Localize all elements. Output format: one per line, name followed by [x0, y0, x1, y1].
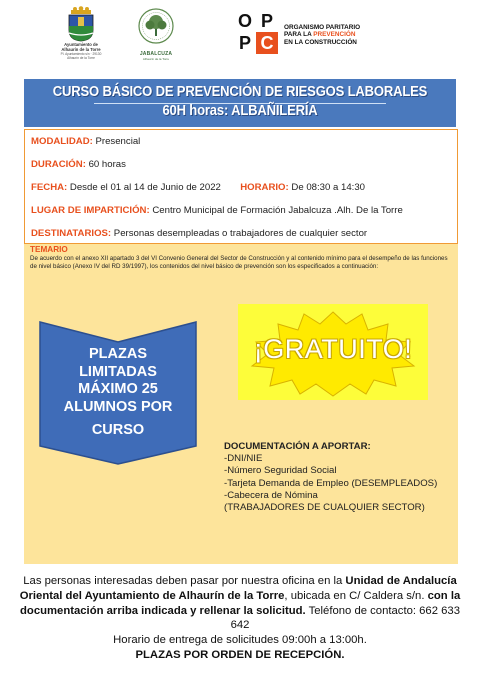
info-modalidad: [31, 136, 451, 159]
ayuntamiento-line1: Ayuntamiento de: [64, 42, 98, 47]
horario-value: De 08:30 a 14:30: [291, 182, 366, 193]
opc-letter-o: O: [237, 11, 252, 31]
destinatarios-label: DESTINATARIOS:: [31, 228, 112, 239]
course-info-box: [24, 129, 458, 244]
plazas-line1: PLAZAS: [89, 346, 147, 362]
course-subtitle: 60H horas: ALBAÑILERÍA: [162, 103, 318, 119]
fecha-label: FECHA:: [31, 182, 68, 193]
opc-line2-a: PARA LA: [284, 31, 314, 39]
footer-horario: Horario de entrega de solicitudes 09:00h a 13:00h.: [113, 634, 367, 647]
jabalcuza-tagline: Alhaurín de la Torre: [142, 57, 170, 61]
coat-of-arms-icon: [66, 6, 96, 42]
footer-p1: Las personas interesadas deben pasar por nuestra oficina en la: [23, 575, 346, 587]
opc-line2: [284, 31, 384, 38]
modalidad-label: MODALIDAD:: [31, 136, 93, 147]
gratuito-text: ¡GRATUITO!: [253, 334, 413, 364]
gratuito-badge: [238, 304, 428, 400]
ayuntamiento-line3: Pl. Ayuntamiento s/n · 29130 Alhaurín de la Torre: [60, 52, 102, 60]
footer-orden: PLAZAS POR ORDEN DE RECEPCIÓN.: [135, 648, 345, 661]
opc-logo: [232, 8, 382, 58]
plazas-line3: MÁXIMO 25: [78, 381, 158, 397]
plazas-line5: CURSO: [91, 422, 145, 438]
plazas-text: [48, 346, 188, 440]
temario-heading: TEMARIO: [30, 245, 68, 254]
course-title: CURSO BÁSICO DE PREVENCIÓN DE RIESGOS LABORALES: [52, 84, 428, 100]
opc-line1: ORGANISMO PARITARIO: [284, 24, 361, 31]
jabalcuza-name: JABALCUZA: [139, 51, 173, 57]
footer-p2-bold: con la documentación arriba indicada y rellenar la solicitud.: [20, 589, 461, 617]
plazas-limitadas-badge: [38, 320, 198, 466]
info-duracion: [31, 159, 451, 182]
footer-p3: Teléfono de contacto: 662 633 642: [230, 604, 460, 632]
title-band: [24, 79, 456, 127]
horario-label: HORARIO:: [240, 182, 289, 193]
opc-letter-p2: P: [238, 33, 251, 53]
info-fecha-horario: [31, 182, 451, 205]
footer-p1-bold: Unidad de Andalucía Oriental del Ayuntamiento de Alhaurín de la Torre: [19, 575, 457, 602]
temario-text: De acuerdo con el anexo XII apartado 3 del VI Convenio General del Sector de Construcción y al contenido mínimo para el desempeño de las funciones de nivel básico (Anexo IV del RD 39/1997), los contenidos del nivel básico de prevención son los especificados a continuación:: [30, 255, 448, 270]
opc-line3: EN LA CONSTRUCCIÓN: [284, 38, 357, 46]
documentacion-block: [224, 441, 464, 514]
tree-icon: [136, 8, 176, 46]
jabalcuza-logo: [134, 8, 178, 62]
duracion-label: DURACIÓN:: [31, 159, 86, 170]
opc-mark: [232, 8, 280, 56]
lugar-label: LUGAR DE IMPARTICIÓN:: [31, 205, 150, 216]
footer-info: [16, 574, 464, 663]
plazas-line2: LIMITADAS: [79, 363, 157, 380]
documentacion-item: -Número Seguridad Social: [224, 465, 337, 477]
modalidad-value: Presencial: [95, 136, 141, 147]
ayuntamiento-line2: Alhaurín de la Torre: [61, 47, 101, 52]
documentacion-heading: DOCUMENTACIÓN A APORTAR:: [224, 441, 371, 452]
opc-line2-b: PREVENCIÓN: [313, 31, 356, 39]
opc-text: [284, 24, 384, 46]
lugar-value: Centro Municipal de Formación Jabalcuza .Alh. De la Torre: [152, 205, 403, 216]
ayuntamiento-logo: [58, 6, 104, 64]
info-lugar: [31, 205, 451, 228]
plazas-line4: ALUMNOS POR: [63, 398, 173, 415]
documentacion-item: -Cabecera de Nómina: [224, 489, 318, 501]
footer-paragraph: [16, 574, 464, 633]
documentacion-item: -Tarjeta Demanda de Empleo (DESEMPLEADOS): [224, 477, 438, 489]
fecha-value: Desde el 01 al 14 de Junio de 2022: [69, 182, 221, 193]
duracion-value: 60 horas: [88, 159, 126, 170]
destinatarios-value: Personas desempleadas o trabajadores de cualquier sector: [113, 228, 368, 239]
opc-letter-c: C: [256, 32, 278, 54]
footer-p2: , ubicada en C/ Caldera s/n.: [284, 589, 428, 602]
documentacion-item: -DNI/NIE: [224, 453, 263, 465]
documentacion-item: (TRABAJADORES DE CUALQUIER SECTOR): [224, 502, 425, 514]
opc-letter-p: P: [260, 11, 273, 31]
